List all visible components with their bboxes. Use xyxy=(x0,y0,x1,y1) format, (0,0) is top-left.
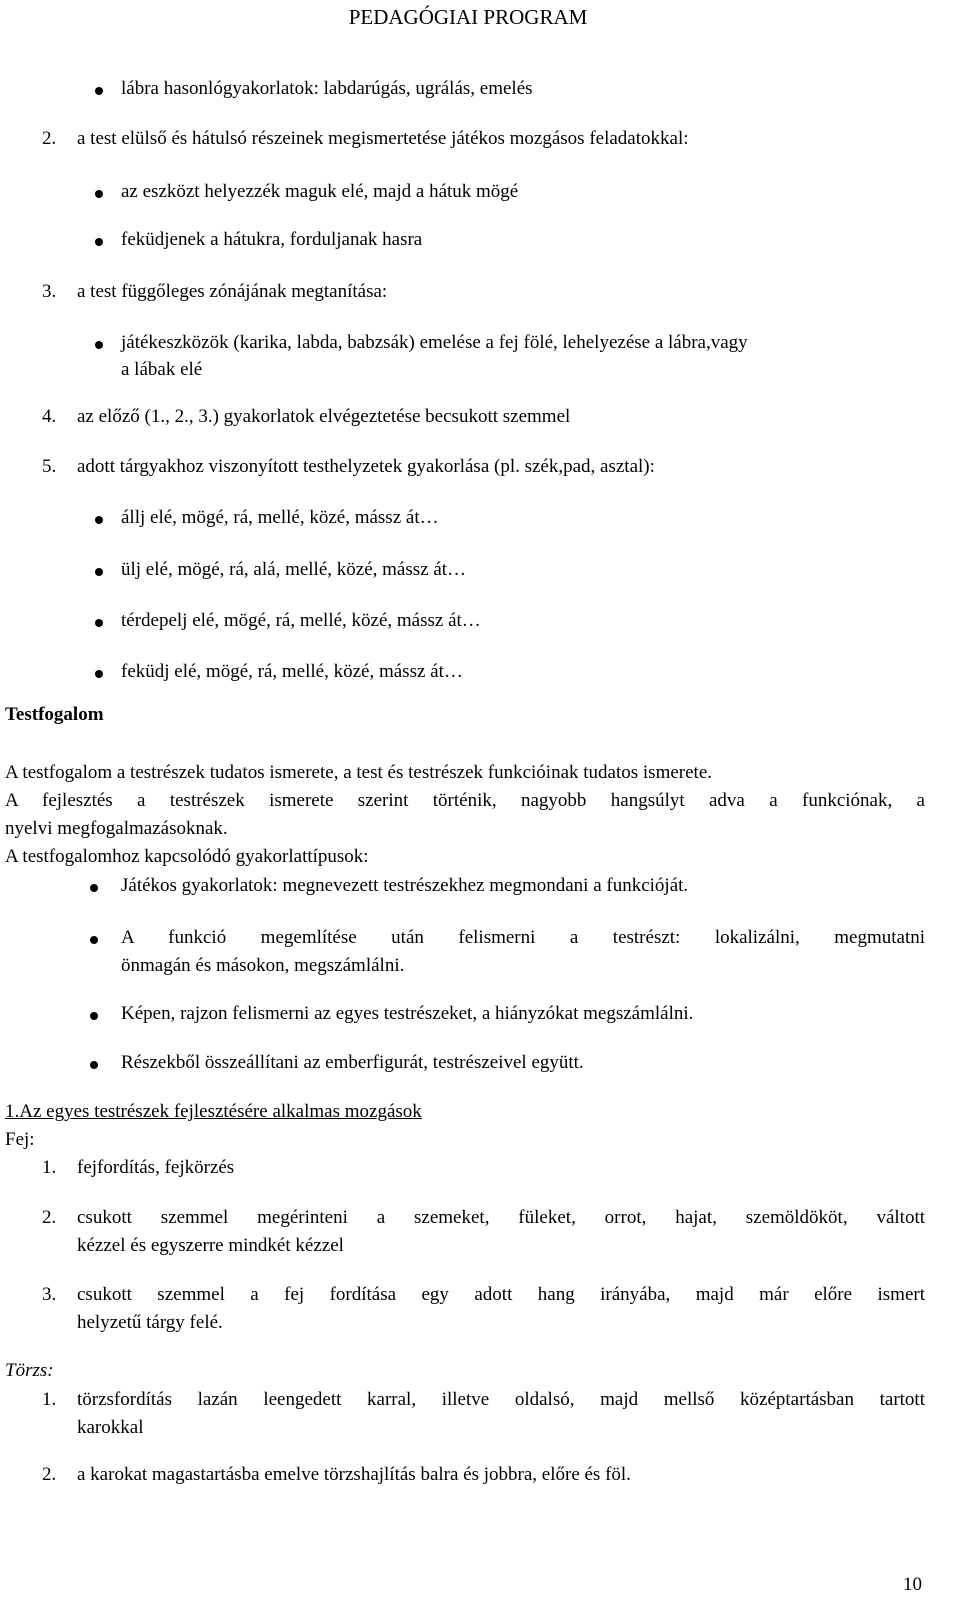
list-item: az eszközt helyezzék maguk elé, majd a hátuk mögé xyxy=(121,181,519,202)
subsection-label: Törzs: xyxy=(5,1360,54,1381)
list-item: Játékos gyakorlatok: megnevezett testrészekhez megmondani a funkcióját. xyxy=(121,875,689,896)
list-item: Részekből összeállítani az emberfigurát, testrészeivel együtt. xyxy=(121,1052,584,1073)
list-number: 4. xyxy=(42,406,57,427)
list-number: 2. xyxy=(42,128,57,149)
list-number: 2. xyxy=(42,1464,57,1485)
list-item: törzsfordítás lazán leengedett karral, illetve oldalsó, majd mellső középtartásban tartott xyxy=(77,1389,925,1410)
list-item: játékeszközök (karika, labda, babzsák) emelése a fej fölé, lehelyezése a lábra,vagy xyxy=(121,332,748,353)
list-number: 1. xyxy=(42,1157,57,1178)
bullet-icon xyxy=(95,238,103,246)
list-item: a karokat magastartásba emelve törzshajlítás balra és jobbra, előre és föl. xyxy=(77,1464,631,1485)
list-item: fejfordítás, fejkörzés xyxy=(77,1157,235,1178)
list-item-continuation: kézzel és egyszerre mindkét kézzel xyxy=(77,1235,344,1256)
list-item-continuation: karokkal xyxy=(77,1417,144,1438)
list-item: csukott szemmel a fej fordítása egy adott hang irányába, majd már előre ismert xyxy=(77,1284,925,1305)
list-item: A funkció megemlítése után felismerni a testrészt: lokalizálni, megmutatni xyxy=(121,927,925,948)
section-heading: Testfogalom xyxy=(5,704,104,725)
list-item: feküdjenek a hátukra, forduljanak hasra xyxy=(121,229,423,250)
bullet-icon xyxy=(90,936,98,944)
list-item: lábra hasonlógyakorlatok: labdarúgás, ugrálás, emelés xyxy=(121,78,533,99)
bullet-icon xyxy=(90,1012,98,1020)
bullet-icon xyxy=(95,619,103,627)
list-item: ülj elé, mögé, rá, alá, mellé, közé, mássz át… xyxy=(121,559,467,580)
bullet-icon xyxy=(95,670,103,678)
section-heading: 1.Az egyes testrészek fejlesztésére alkalmas mozgások xyxy=(5,1101,422,1122)
list-number: 5. xyxy=(42,456,57,477)
bullet-icon xyxy=(95,516,103,524)
list-number: 2. xyxy=(42,1207,57,1228)
list-number: 1. xyxy=(42,1389,57,1410)
bullet-icon xyxy=(90,884,98,892)
paragraph: A testfogalom a testrészek tudatos ismerete, a test és testrészek funkcióinak tudatos ismerete. xyxy=(5,762,712,783)
paragraph: A testfogalomhoz kapcsolódó gyakorlattípusok: xyxy=(5,846,369,867)
page-header-title: PEDAGÓGIAI PROGRAM xyxy=(348,5,588,29)
list-number: 3. xyxy=(42,1284,57,1305)
list-item-continuation: helyzetű tárgy felé. xyxy=(77,1312,223,1333)
list-item: csukott szemmel megérinteni a szemeket, füleket, orrot, hajat, szemöldököt, váltott xyxy=(77,1207,925,1228)
list-item: állj elé, mögé, rá, mellé, közé, mássz át… xyxy=(121,507,439,528)
bullet-icon xyxy=(95,190,103,198)
bullet-icon xyxy=(95,568,103,576)
list-item: Képen, rajzon felismerni az egyes testrészeket, a hiányzókat megszámlálni. xyxy=(121,1003,694,1024)
subsection-label: Fej: xyxy=(5,1129,35,1150)
list-item-continuation: a lábak elé xyxy=(121,359,203,380)
bullet-icon xyxy=(95,87,103,95)
list-item: adott tárgyakhoz viszonyított testhelyzetek gyakorlása (pl. szék,pad, asztal): xyxy=(77,456,655,477)
list-number: 3. xyxy=(42,281,57,302)
list-item: feküdj elé, mögé, rá, mellé, közé, mássz át… xyxy=(121,661,463,682)
bullet-icon xyxy=(95,341,103,349)
paragraph: A fejlesztés a testrészek ismerete szerint történik, nagyobb hangsúlyt adva a funkciónak, a xyxy=(5,790,925,811)
list-item: a test függőleges zónájának megtanítása: xyxy=(77,281,388,302)
page-number: 10 xyxy=(903,1574,922,1595)
paragraph-continuation: nyelvi megfogalmazásoknak. xyxy=(5,818,228,839)
list-item: a test elülső és hátulsó részeinek megismertetése játékos mozgásos feladatokkal: xyxy=(77,128,689,149)
list-item: az előző (1., 2., 3.) gyakorlatok elvégeztetése becsukott szemmel xyxy=(77,406,571,427)
list-item-continuation: önmagán és másokon, megszámlálni. xyxy=(121,955,405,976)
bullet-icon xyxy=(90,1061,98,1069)
list-item: térdepelj elé, mögé, rá, mellé, közé, mássz át… xyxy=(121,610,481,631)
